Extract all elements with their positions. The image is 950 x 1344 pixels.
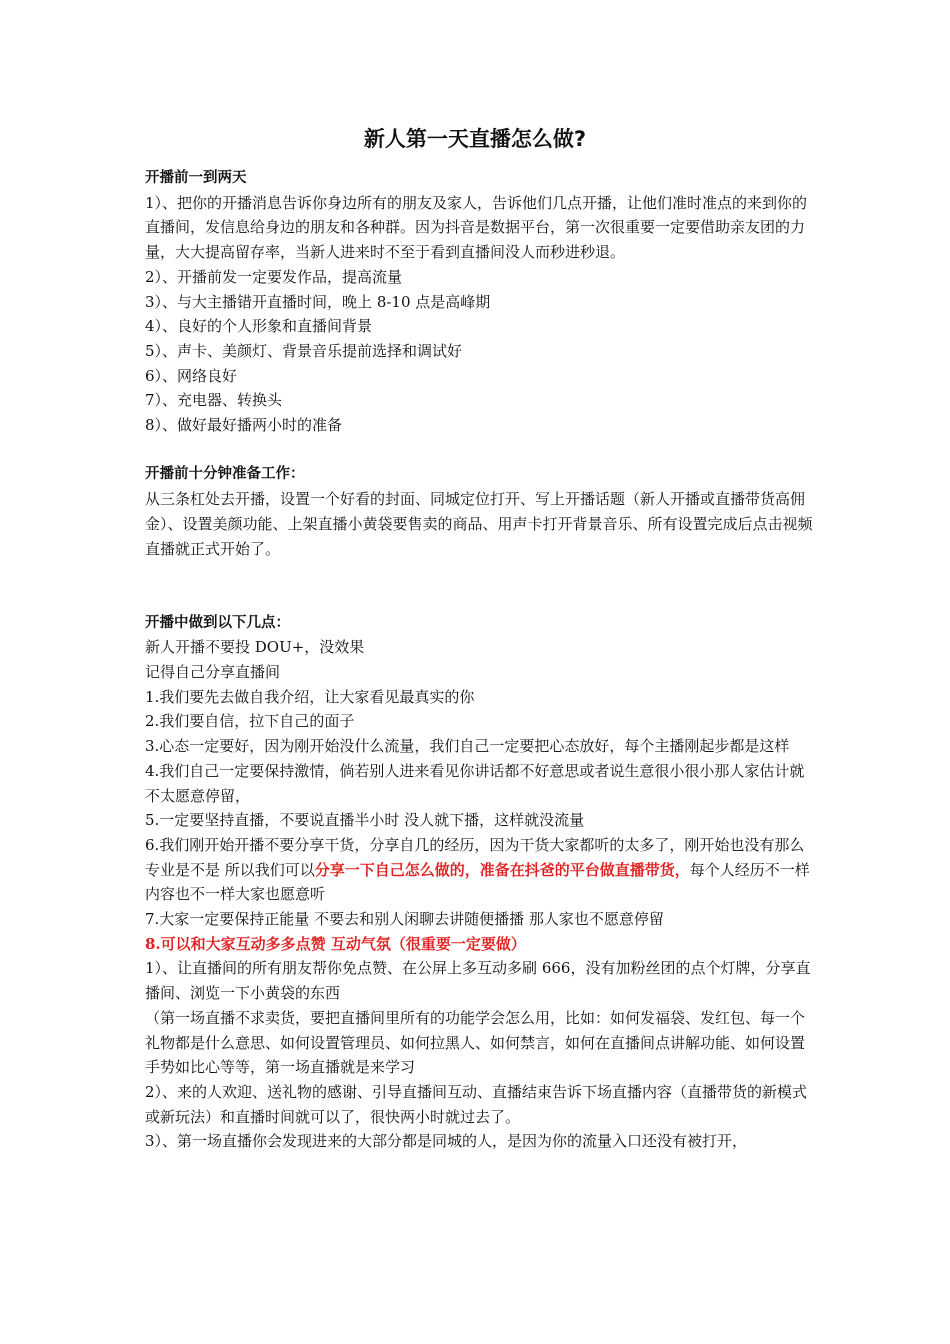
section-heading-during-broadcast: 开播中做到以下几点： <box>145 614 290 631</box>
list-item: 5.一定要坚持直播，不要说直播半小时 没人就下播，这样就没流量 <box>145 811 585 830</box>
list-item <box>145 833 813 907</box>
point8-number: 8. <box>145 934 161 953</box>
list-item: 3）、与大主播错开直播时间，晚上 8-10 点是高峰期 <box>145 292 491 311</box>
page-title: 新人第一天直播怎么做? <box>363 127 587 151</box>
list-item <box>145 932 813 957</box>
point6-text: 6.我们刚开始开播不要分享干货，分享自几的经历，因为干货大家都听的太多了，刚开始也没有那么专业是不是 所以我们可以 <box>145 835 805 879</box>
list-item: 8）、做好最好播两小时的准备 <box>145 416 343 435</box>
point8-highlight: 可以和大家互动多多点赞 互动气氛（很重要一定要做） <box>160 934 526 953</box>
list-item: 7.大家一定要保持正能量 不要去和别人闲聊去讲随便播播 那人家也不愿意停留 <box>145 910 664 929</box>
list-item: 1）、让直播间的所有朋友帮你免点赞、在公屏上多互动多刷 666，没有加粉丝团的点个灯牌，分享直播间、浏览一下小黄袋的东西 <box>145 959 811 1003</box>
list-item: 6）、网络良好 <box>145 366 238 385</box>
paragraph: 从三条杠处去开播，设置一个好看的封面、同城定位打开、写上开播话题（新人开播或直播带货高佣金）、设置美颜功能、上架直播小黄袋要售卖的商品、用声卡打开背景音乐、所有设置完成后点击视频直播就正式开始了。 <box>145 490 813 558</box>
list-item: （第一场直播不求卖货，要把直播间里所有的功能学会怎么用，比如：如何发福袋、发红包、每一个礼物都是什么意思、如何设置管理员、如何拉黑人、如何禁言，如何在直播间点讲解功能、如何设置手势如比心等等，第一场直播就是来学习 <box>145 1008 806 1077</box>
list-item: 5）、声卡、美颜灯、背景音乐提前选择和调试好 <box>145 341 463 360</box>
list-item: 2）、开播前发一定要发作品，提高流量 <box>145 267 403 286</box>
list-item: 4.我们自己一定要保持激情，倘若别人进来看见你讲话都不好意思或者说生意很小很小那人家估计就不太愿意停留， <box>145 761 805 805</box>
paragraph: 记得自己分享直播间 <box>145 663 281 682</box>
blank-line <box>145 438 813 463</box>
list-item: 3）、第一场直播你会发现进来的大部分都是同城的人，是因为你的流量入口还没有被打开， <box>145 1132 748 1151</box>
section-heading-ten-minutes: 开播前十分钟准备工作： <box>145 466 305 483</box>
list-item: 7）、充电器、转换头 <box>145 391 283 410</box>
document-body <box>145 166 813 1154</box>
section-heading-before-broadcast: 开播前一到两天 <box>145 170 247 186</box>
paragraph: 新人开播不要投 DOU+，没效果 <box>145 638 365 657</box>
list-item: 1.我们要先去做自我介绍，让大家看见最真实的你 <box>145 687 475 706</box>
point6-text-end: 每个人经历不一样内容也不一样大家也愿意听 <box>145 860 810 904</box>
point6-highlight: 分享一下自己怎么做的，准备在抖爸的平台做直播带货， <box>314 860 690 879</box>
list-item: 2）、来的人欢迎、送礼物的感谢、引导直播间互动、直播结束告诉下场直播内容（直播带货的新模式或新玩法）和直播时间就可以了，很快两小时就过去了。 <box>145 1082 808 1126</box>
list-item: 4）、良好的个人形象和直播间背景 <box>145 317 373 336</box>
list-item: 3.心态一定要好，因为刚开始没什么流量，我们自己一定要把心态放好，每个主播刚起步都是这样 <box>145 737 790 756</box>
list-item: 1）、把你的开播消息告诉你身边所有的朋友及家人，告诉他们几点开播，让他们准时准点的来到你的直播间，发信息给身边的朋友和各种群。因为抖音是数据平台，第一次很重要一定要借助亲友团的力量，大大提高留存率，当新人进来时不至于看到直播间没人而秒进秒退。 <box>145 193 808 262</box>
blank-line <box>145 561 813 610</box>
list-item: 2.我们要自信，拉下自己的面子 <box>145 712 355 731</box>
